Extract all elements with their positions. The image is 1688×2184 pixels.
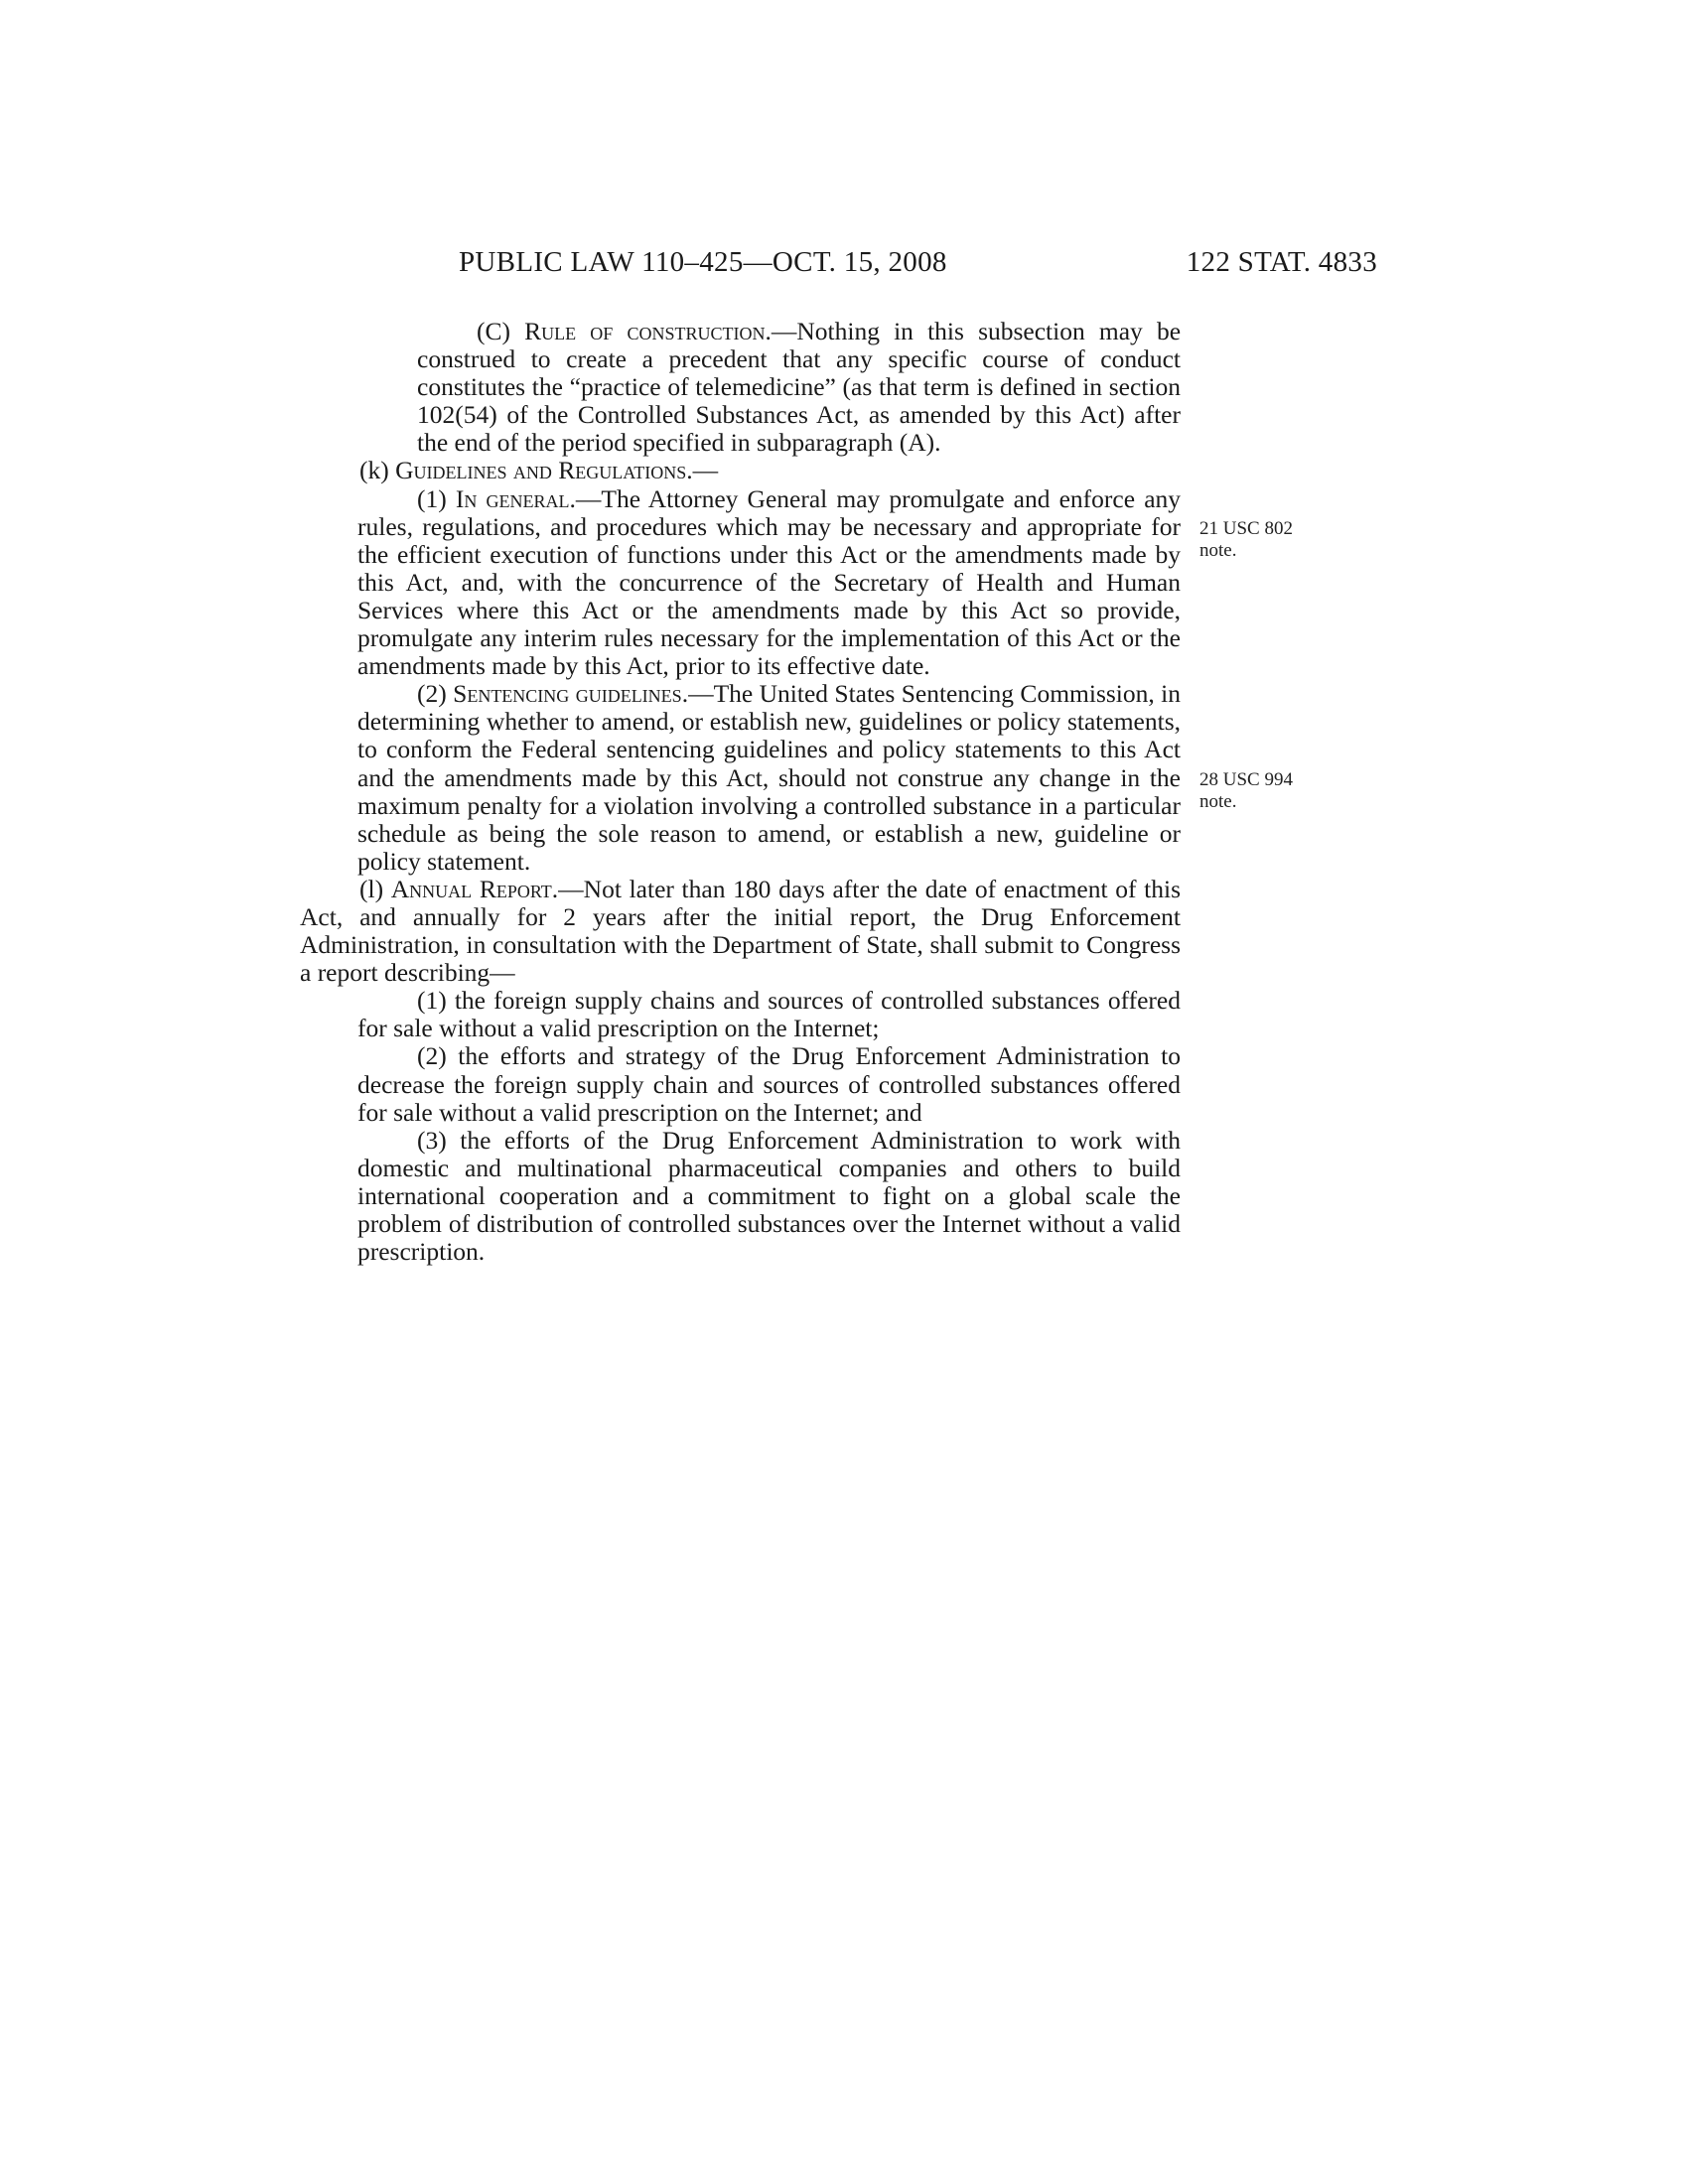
margin-note-21-usc-802 [1199,518,1319,562]
page-header [459,246,1377,286]
paragraph-label: (2) [417,679,454,709]
paragraph-c-rule-of-construction [300,318,1181,457]
paragraph-text: .—Nothing in this subsection may be construed to create a precedent that any specific course of conduct constitutes the “practice of telemedicine” (as that term is defined in section 102(54) of the Controlled Substances Act, as amended by this Act) after the end of the period specified in subparagraph (A). [417,317,1182,458]
paragraph-heading: Rule of construction [524,317,766,345]
paragraph-k2-sentencing-guidelines [300,680,1181,876]
subsection-k-heading [300,457,1181,484]
paragraph-label: (1) [417,483,456,513]
paragraph-k1-in-general [300,485,1181,681]
paragraph-text: .— [686,456,719,485]
statute-body [300,318,1181,1266]
paragraph-text: .—The United States Sentencing Commission, in determining whether to amend, or establish new, guidelines or policy statements, to conform the Federal sentencing guidelines and policy statements to this Act and the amendments made by this Act, should not construe any change in the maximum penalty for a violation involving a controlled substance in a particular schedule as being the sole reason to amend, or establish a new, guideline or policy statement. [357,679,1181,876]
paragraph-l3: (3) the efforts of the Drug Enforcement Administration to work with domestic and multinational pharmaceutical companies and others to build international cooperation and a commitment to fight on a global scale the problem of distribution of controlled substances over the Internet without a valid prescription. [357,1125,1181,1267]
margin-note-suffix: note. [1199,540,1237,561]
running-head: PUBLIC LAW 110–425—OCT. 15, 2008 [459,246,947,278]
subsection-l-annual-report [300,876,1181,987]
margin-note-28-usc-994 [1199,769,1319,813]
paragraph-heading: In general [455,483,570,513]
paragraph-l1: (1) the foreign supply chains and sources of controlled substances offered for sale without a valid prescription on the Internet; [357,986,1181,1043]
paragraph-heading: Guidelines and Regulations [395,456,687,485]
paragraph-label: (k) [359,456,396,485]
margin-note-citation: 28 USC 994 [1199,769,1293,790]
statute-page-number: 122 STAT. 4833 [1186,246,1377,278]
margin-note-citation: 21 USC 802 [1199,518,1293,539]
margin-note-suffix: note. [1199,791,1237,812]
paragraph-heading: Annual Report [390,874,552,903]
paragraph-label: (l) [359,874,391,903]
paragraph-heading: Sentencing guidelines [453,679,682,709]
paragraph-l2: (2) the efforts and strategy of the Drug Enforcement Administration to decrease the foreign supply chain and sources of controlled substances offered for sale without a valid prescription on the Internet; and [357,1041,1181,1127]
paragraph-text: .—Not later than 180 days after the date of enactment of this Act, and annually for 2 years after the initial report, the Drug Enforcement Administration, in consultation with the Department of State, shall submit to Congress a report describing— [300,874,1181,988]
paragraph-label: (C) [477,317,525,345]
paragraph-text: .—The Attorney General may promulgate and enforce any rules, regulations, and procedures which may be necessary and appropriate for the efficient execution of functions under this Act or the amendments made by this Act, and, with the concurrence of the Secretary of Health and Human Services where this Act or the amendments made by this Act so provide, promulgate any interim rules necessary for the implementation of this Act or the amendments made by this Act, prior to its effective date. [357,483,1182,681]
